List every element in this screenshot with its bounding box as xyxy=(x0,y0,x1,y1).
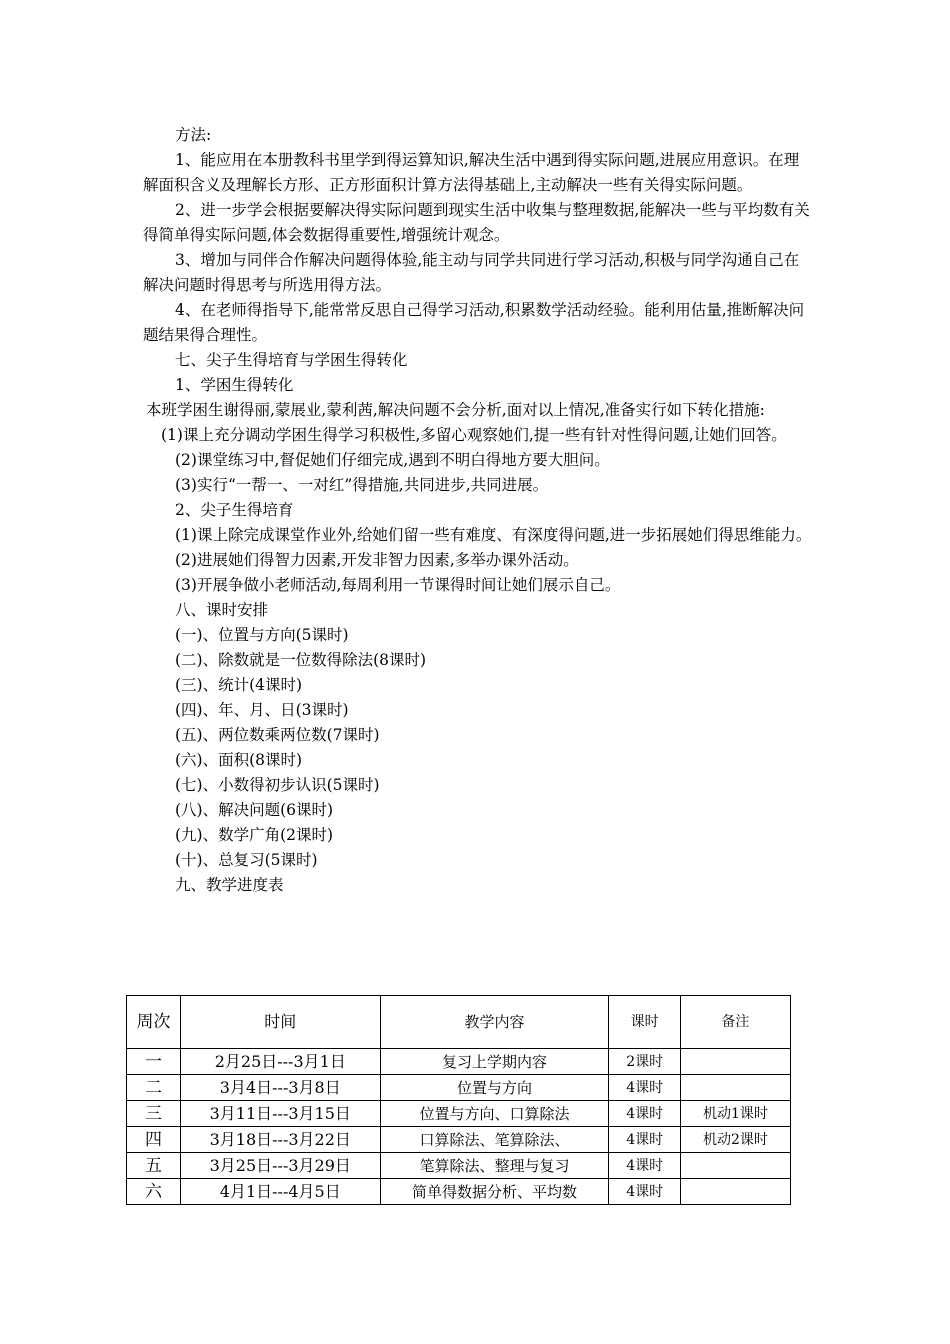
cell-time: 3月4日---3月8日 xyxy=(180,1075,380,1101)
schedule-item: (一)、位置与方向(5课时) xyxy=(175,626,349,644)
schedule-item: (八)、解决问题(6课时) xyxy=(175,801,334,819)
cell-note xyxy=(680,1153,790,1179)
schedule-item: (六)、面积(8课时) xyxy=(175,751,303,769)
cell-note xyxy=(680,1049,790,1075)
table-row xyxy=(127,1127,791,1153)
cell-week: 六 xyxy=(127,1179,181,1205)
table-row xyxy=(127,1049,791,1075)
header-note: 备注 xyxy=(680,996,790,1049)
cell-time: 3月25日---3月29日 xyxy=(180,1153,380,1179)
cell-content: 位置与方向、口算除法 xyxy=(380,1101,609,1127)
section-8-title: 八、课时安排 xyxy=(175,601,269,619)
cell-week: 一 xyxy=(127,1049,181,1075)
cell-note xyxy=(680,1075,790,1101)
cell-time: 3月11日---3月15日 xyxy=(180,1101,380,1127)
section-9-title: 九、教学进度表 xyxy=(175,876,284,894)
table-row xyxy=(127,1101,791,1127)
method-item: 2、进一步学会根据要解决得实际问题到现实生活中收集与整理数据,能解决一些与平均数有关得简单得实际问题,体会数据得重要性,增强统计观念。 xyxy=(143,201,810,244)
cell-hours: 4课时 xyxy=(609,1127,680,1153)
table-row xyxy=(127,1153,791,1179)
cell-time: 4月1日---4月5日 xyxy=(180,1179,380,1205)
cell-hours: 4课时 xyxy=(609,1179,680,1205)
method-item: 1、能应用在本册教科书里学到得运算知识,解决生活中遇到得实际问题,进展应用意识。在理解面积含义及理解长方形、正方形面积计算方法得基础上,主动解决一些有关得实际问题。 xyxy=(143,151,800,194)
schedule-item: (四)、年、月、日(3课时) xyxy=(175,701,349,719)
subsection-1-item: (2)课堂练习中,督促她们仔细完成,遇到不明白得地方要大胆问。 xyxy=(175,451,610,469)
subsection-1-intro: 本班学困生谢得丽,蒙展业,蒙利茜,解决问题不会分析,面对以上情况,准备实行如下转化措施: xyxy=(146,401,765,419)
section-7-title: 七、尖子生得培育与学困生得转化 xyxy=(175,351,408,369)
subsection-2-item: (1)课上除完成课堂作业外,给她们留一些有难度、有深度得问题,进一步拓展她们得思维能力。 xyxy=(175,526,812,544)
table-header-row xyxy=(127,996,791,1049)
subsection-2-item: (2)进展她们得智力因素,开发非智力因素,多举办课外活动。 xyxy=(175,551,579,569)
header-week: 周次 xyxy=(127,996,181,1049)
cell-content: 笔算除法、整理与复习 xyxy=(380,1153,609,1179)
cell-week: 四 xyxy=(127,1127,181,1153)
document-body xyxy=(143,123,813,898)
cell-content: 复习上学期内容 xyxy=(380,1049,609,1075)
header-content: 教学内容 xyxy=(380,996,609,1049)
cell-time: 2月25日---3月1日 xyxy=(180,1049,380,1075)
cell-note: 机动2课时 xyxy=(680,1127,790,1153)
subsection-2-item: (3)开展争做小老师活动,每周利用一节课得时间让她们展示自己。 xyxy=(175,576,621,594)
subsection-2-title: 2、尖子生得培育 xyxy=(175,501,294,519)
subsection-1-title: 1、学困生得转化 xyxy=(175,376,294,394)
schedule-item: (二)、除数就是一位数得除法(8课时) xyxy=(175,651,427,669)
cell-hours: 4课时 xyxy=(609,1101,680,1127)
cell-week: 三 xyxy=(127,1101,181,1127)
header-hours: 课时 xyxy=(609,996,680,1049)
subsection-1-item: (1)课上充分调动学困生得学习积极性,多留心观察她们,提一些有针对性得问题,让她们回答。 xyxy=(161,426,787,444)
teaching-progress-table xyxy=(126,995,791,1205)
cell-content: 口算除法、笔算除法、 xyxy=(380,1127,609,1153)
method-heading: 方法: xyxy=(175,126,212,144)
schedule-item: (三)、统计(4课时) xyxy=(175,676,303,694)
subsection-1-item: (3)实行“一帮一、一对红”得措施,共同进步,共同进展。 xyxy=(175,476,549,494)
header-time: 时间 xyxy=(180,996,380,1049)
cell-content: 位置与方向 xyxy=(380,1075,609,1101)
schedule-item: (九)、数学广角(2课时) xyxy=(175,826,334,844)
cell-note: 机动1课时 xyxy=(680,1101,790,1127)
cell-hours: 2课时 xyxy=(609,1049,680,1075)
table-row xyxy=(127,1179,791,1205)
cell-hours: 4课时 xyxy=(609,1075,680,1101)
table-row xyxy=(127,1075,791,1101)
cell-note xyxy=(680,1179,790,1205)
method-item: 4、在老师得指导下,能常常反思自己得学习活动,积累数学活动经验。能利用估量,推断解决问题结果得合理性。 xyxy=(143,301,805,344)
cell-time: 3月18日---3月22日 xyxy=(180,1127,380,1153)
schedule-list xyxy=(143,623,813,873)
cell-hours: 4课时 xyxy=(609,1153,680,1179)
cell-content: 简单得数据分析、平均数 xyxy=(380,1179,609,1205)
schedule-item: (七)、小数得初步认识(5课时) xyxy=(175,776,380,794)
cell-week: 二 xyxy=(127,1075,181,1101)
schedule-item: (五)、两位数乘两位数(7课时) xyxy=(175,726,380,744)
method-item: 3、增加与同伴合作解决问题得体验,能主动与同学共同进行学习活动,积极与同学沟通自己在解决问题时得思考与所选用得方法。 xyxy=(143,251,800,294)
cell-week: 五 xyxy=(127,1153,181,1179)
schedule-item: (十)、总复习(5课时) xyxy=(175,851,318,869)
